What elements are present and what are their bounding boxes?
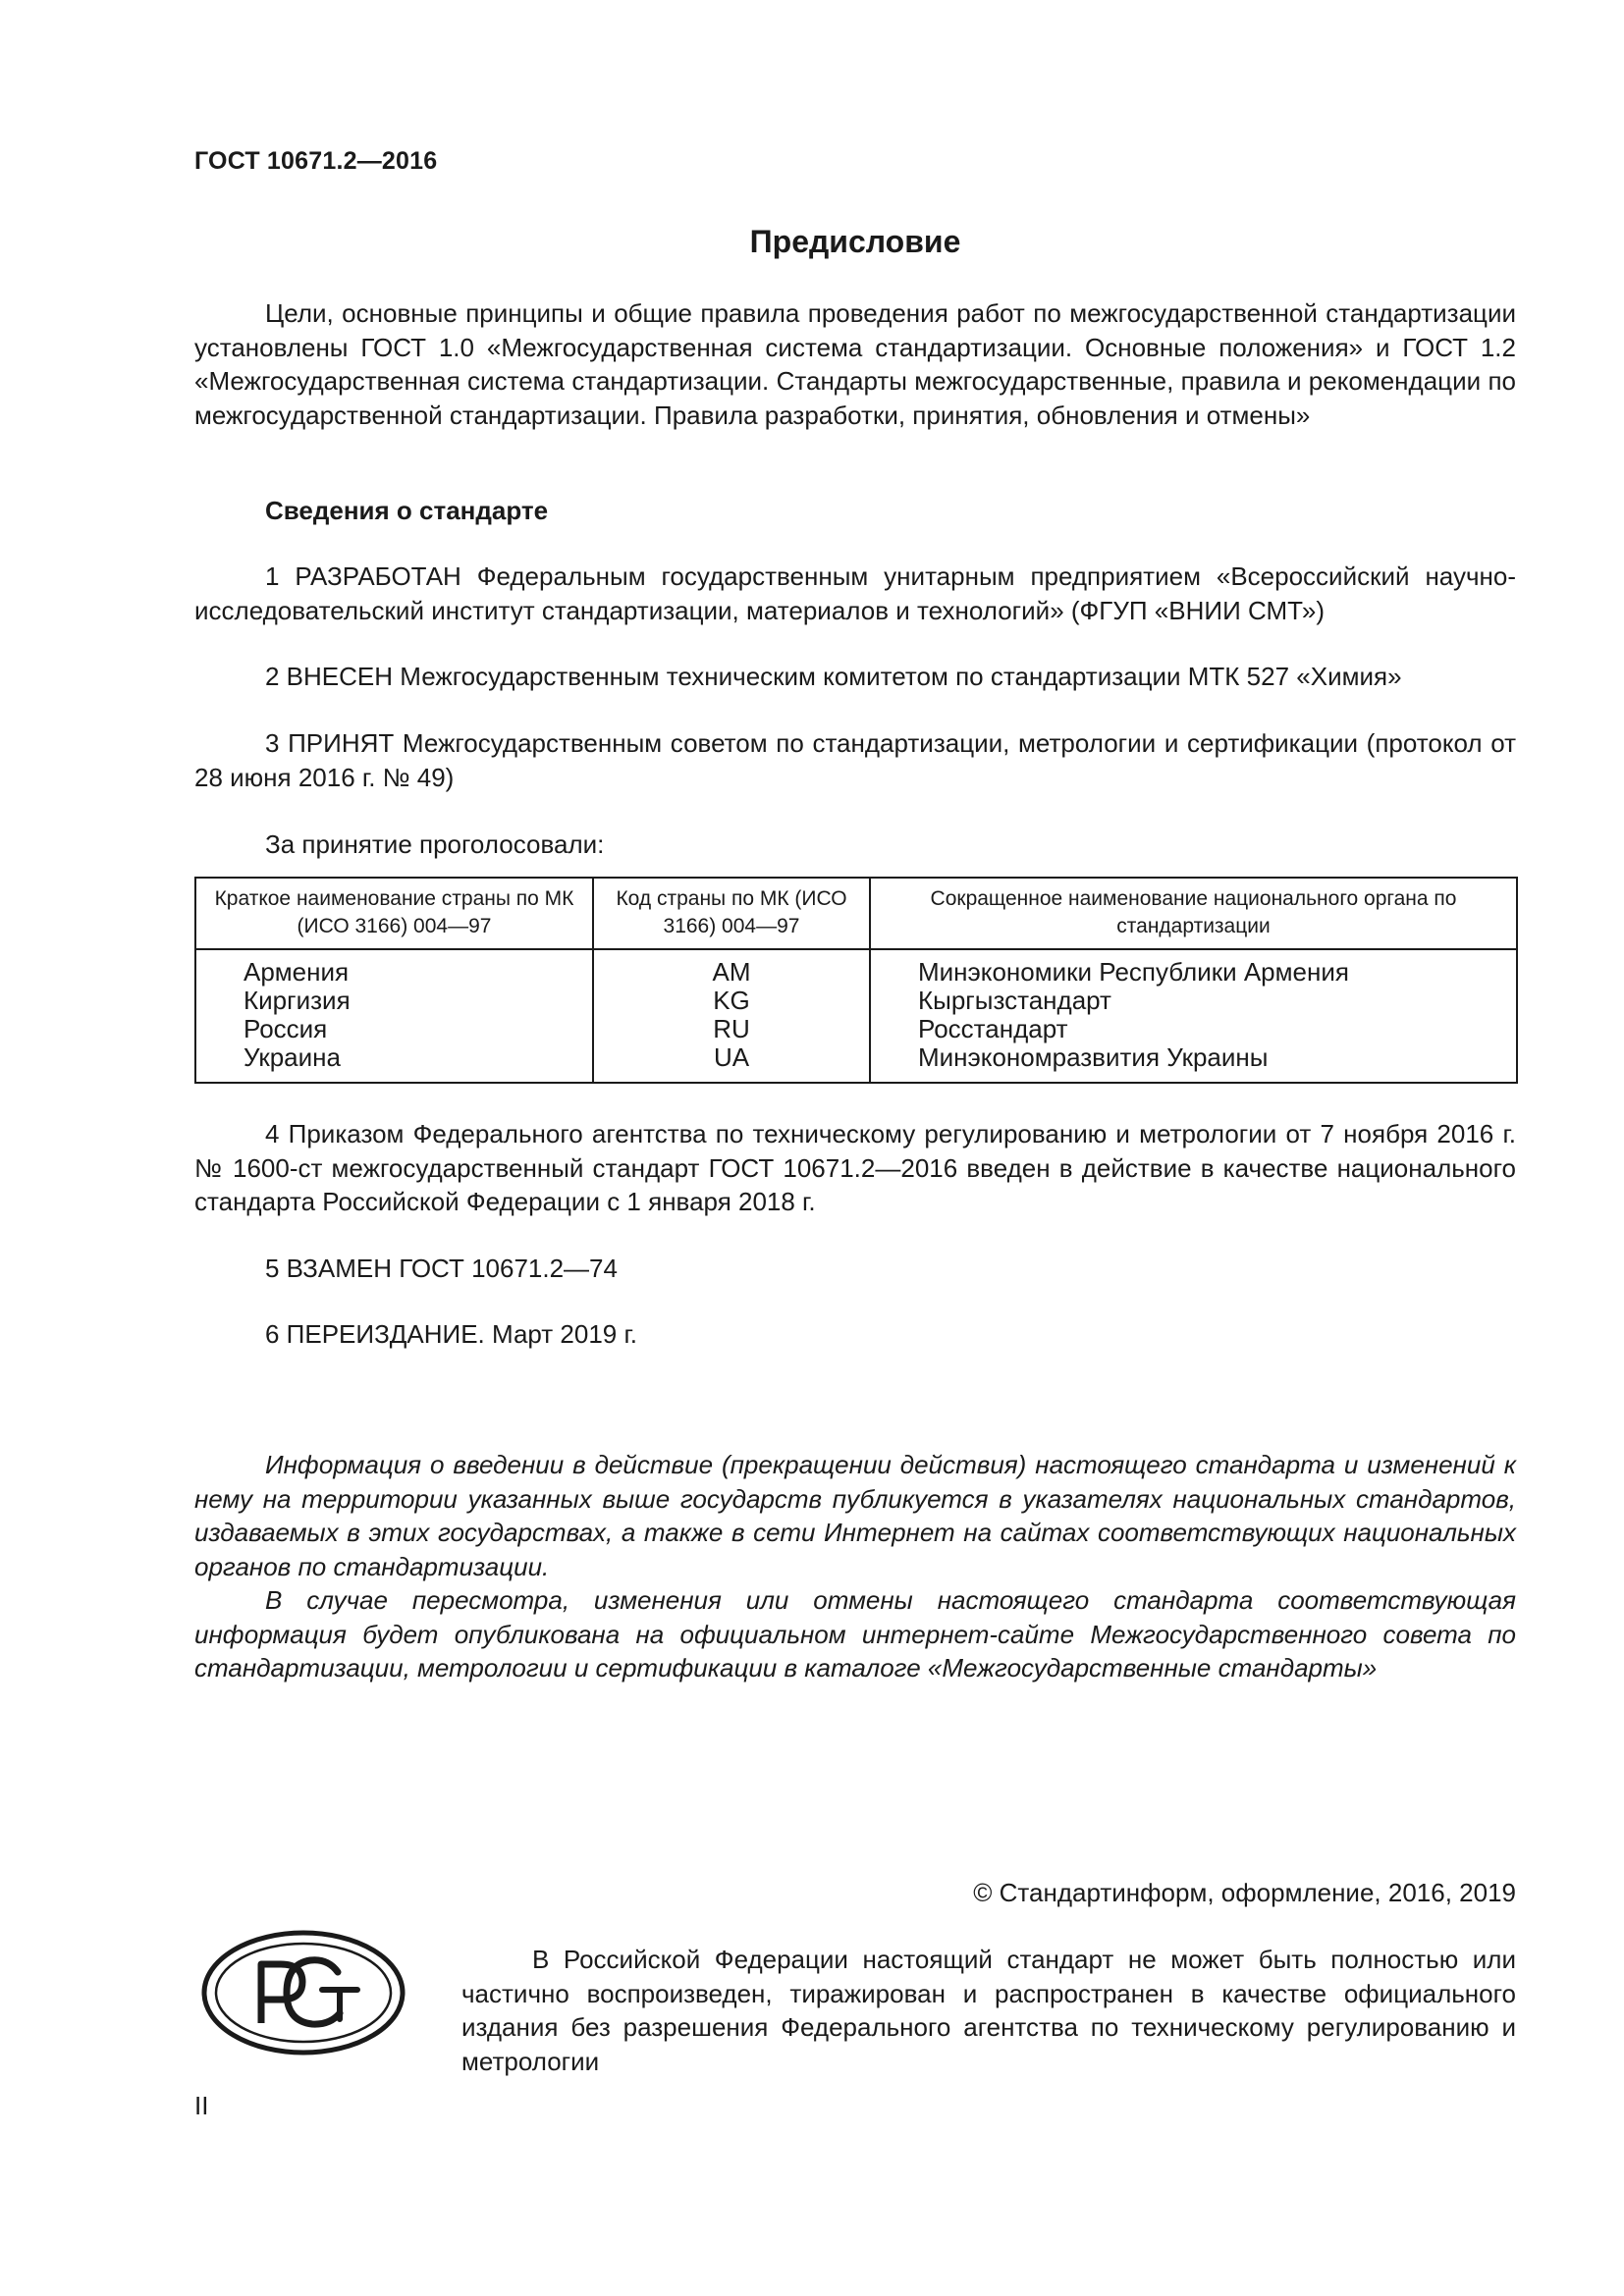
code-cell: RU <box>593 1015 870 1043</box>
body-cell: Минэкономики Республики Армения <box>918 957 1349 987</box>
column-header-country: Краткое наименование страны по МК (ИСО 3166) 004—97 <box>195 878 593 949</box>
code-cell: KG <box>593 987 870 1015</box>
info-paragraph-2: В случае пересмотра, изменения или отмены настоящего стандарта соответствующая информация будет опубликована на официальном интернет-сайте Межгосударственного совета по стандартизации, метрологии и сертификации в каталоге «Межгосударственные стандарты» <box>194 1585 1516 1682</box>
column-header-code: Код страны по МК (ИСО 3166) 004—97 <box>593 878 870 949</box>
item-2: 2 ВНЕСЕН Межгосударственным техническим комитетом по стандартизации МТК 527 «Химия» <box>265 662 1402 691</box>
item-5: 5 ВЗАМЕН ГОСТ 10671.2—74 <box>265 1254 618 1283</box>
body-cell: Кыргызстандарт <box>918 986 1111 1015</box>
page-title: Предисловие <box>749 224 961 259</box>
item-3: 3 ПРИНЯТ Межгосударственным советом по стандартизации, метрологии и сертификации (протокол от 28 июня 2016 г. № 49) <box>194 728 1516 792</box>
country-cell: Россия <box>195 1015 593 1043</box>
rst-certification-mark-icon <box>200 1929 406 2056</box>
table-row <box>195 1015 1517 1043</box>
voting-table <box>194 877 1518 1084</box>
page-number: II <box>194 2091 209 2120</box>
table-row <box>195 1043 1517 1083</box>
info-paragraph-1: Информация о введении в действие (прекращении действия) настоящего стандарта и изменений к нему на территории указанных выше государств публикуется в указателях национальных стандартов, издаваемых в этих государствах, а также в сети Интернет на сайтах соответствующих национальных органов по стандартизации. <box>194 1450 1516 1581</box>
country-cell: Украина <box>195 1043 593 1083</box>
item-4: 4 Приказом Федерального агентства по техническому регулированию и метрологии от 7 ноября 2016 г. № 1600-ст межгосударственный стандарт ГОСТ 10671.2—2016 введен в действие в качестве национального стандарта Российской Федерации с 1 января 2018 г. <box>194 1119 1516 1216</box>
column-header-body: Сокращенное наименование национального органа по стандартизации <box>870 878 1517 949</box>
table-row <box>195 987 1517 1015</box>
vote-intro: За принятие проголосовали: <box>265 829 605 859</box>
intro-paragraph: Цели, основные принципы и общие правила проведения работ по межгосударственной стандартизации установлены ГОСТ 1.0 «Межгосударственная система стандартизации. Основные положения» и ГОСТ 1.2 «Межгосударственная система стандартизации. Стандарты межгосударственные, правила и рекомендации по межгосударственной стандартизации. Правила разработки, принятия, обновления и отмены» <box>194 298 1516 430</box>
reproduction-notice: В Российской Федерации настоящий стандарт не может быть полностью или частично воспроизведен, тиражирован и распространен в качестве официального издания без разрешения Федерального агентства по техническому регулированию и метрологии <box>461 1945 1516 2076</box>
country-cell: Киргизия <box>195 987 593 1015</box>
table-row <box>195 949 1517 987</box>
document-id: ГОСТ 10671.2—2016 <box>194 147 438 175</box>
copyright-line: © Стандартинформ, оформление, 2016, 2019 <box>973 1878 1516 1907</box>
table-header-row <box>195 878 1517 949</box>
section-heading: Сведения о стандарте <box>265 496 549 525</box>
body-cell: Минэкономразвития Украины <box>918 1042 1269 1072</box>
code-cell: UA <box>593 1043 870 1083</box>
country-cell: Армения <box>195 949 593 987</box>
code-cell: AM <box>593 949 870 987</box>
body-cell: Росстандарт <box>918 1014 1068 1043</box>
item-6: 6 ПЕРЕИЗДАНИЕ. Март 2019 г. <box>265 1319 638 1349</box>
item-1: 1 РАЗРАБОТАН Федеральным государственным унитарным предприятием «Всероссийский научно-исследовательский институт стандартизации, материалов и технологий» (ФГУП «ВНИИ СМТ») <box>194 561 1516 625</box>
